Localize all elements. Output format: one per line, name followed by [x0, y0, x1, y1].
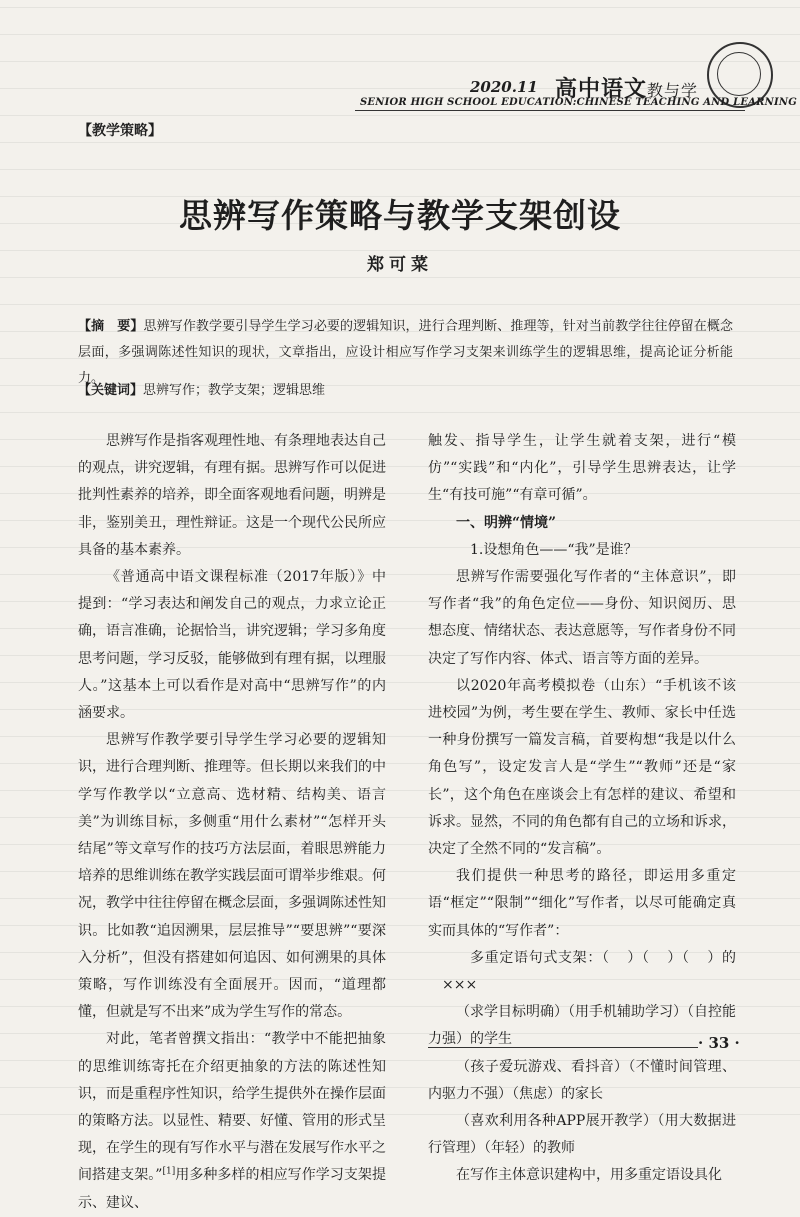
right-column: [428, 428, 736, 1190]
journal-brand-sub: 教与学: [647, 81, 699, 100]
paragraph: 以2020年高考模拟卷（山东）“手机该不该进校园”为例，考生要在学生、教师、家长中任选一种身份撰写一篇发言稿，首要构想“我是以什么角色写”，设定发言人是“学生”“教师”还是“家长”，这个角色在座谈会上有怎样的建议、希望和诉求。显然，不同的角色都有自己的立场和诉求，决定了全然不同的“发言稿”。: [428, 677, 736, 858]
blank-bracket: （ ）: [602, 949, 643, 966]
keywords-text: 思辨写作；教学支架；逻辑思维: [143, 383, 326, 398]
keywords-label: 【关键词】: [78, 383, 144, 398]
abstract-text: 思辨写作教学要引导学生学习必要的逻辑知识，进行合理判断、推理等，针对当前教学往往停留在概念层面，多强调陈述性知识的现状，文章指出，应设计相应写作学习支架来训练学生的逻辑思维，提高论证分析能力。: [78, 319, 733, 386]
formula-tail: 的×××: [442, 949, 737, 994]
footer-rule: [428, 1047, 698, 1048]
article-author: 郑可菜: [367, 255, 433, 275]
keywords: [78, 381, 733, 401]
journal-brand-main: 高中语文: [555, 76, 648, 102]
subsection-heading: 1.设想角色——“我”是谁？: [470, 541, 638, 558]
article-title: 思辨写作策略与教学支架创设: [179, 196, 621, 235]
journal-english-title: SENIOR HIGH SCHOOL EDUCATION:CHINESE TEACHING AND LEARNING: [360, 97, 797, 108]
section-heading: 一、明辨“情境”: [456, 514, 557, 531]
paragraph-text: 对此，笔者曾撰文指出：“教学中不能把抽象的思维训练寄托在介绍更抽象的方法的陈述性知识，而是重程序性知识，给学生提供外在操作层面的策略方法。以显性、精要、好懂、管用的形式呈现，在学生的现有写作水平与潜在发展写作水平之间搭建支架。”: [78, 1031, 386, 1184]
formula-label: 多重定语句式支架：: [470, 949, 602, 966]
blank-bracket: （ ）: [642, 949, 683, 966]
paragraph: 在写作主体意识建构中，用多重定语设具化: [456, 1167, 722, 1184]
paragraph-text: 用多种多样的相应写作学习支架提示、建议、: [78, 1167, 386, 1211]
formula-line: [428, 945, 736, 999]
example-line: （喜欢利用各种APP展开教学）（用大数据进行管理）（年轻）的教师: [428, 1113, 736, 1157]
column-tag: 【教学策略】: [78, 123, 162, 139]
blank-bracket: （ ）: [682, 949, 723, 966]
paragraph: 思辨写作是指客观理性地、有条理地表达自己的观点，讲究逻辑，有理有据。思辨写作可以促进批判性素养的培养，即全面客观地看问题，明辨是非，鉴别美丑，理性辩证。这是一个现代公民所应具备的基本素养。: [78, 433, 386, 558]
paragraph: 《普通高中语文课程标准（2017年版）》中提到：“学习表达和阐发自己的观点，力求立论正确，语言准确，论据恰当，讲究逻辑；学习多角度思考问题，学习反驳，能够做到有理有据，以理服人。”这基本上可以看作是对高中“思辨写作”的内涵要求。: [78, 569, 386, 722]
header-rule: [355, 110, 745, 111]
paragraph: 触发、指导学生，让学生就着支架，进行“模仿”“实践”和“内化”，引导学生思辨表达，让学生“有技可施”“有章可循”。: [428, 433, 736, 504]
paragraph: 思辨写作需要强化写作者的“主体意识”，即写作者“我”的角色定位——身份、知识阅历、思想态度、情绪状态、表达意愿等，写作者身份不同决定了写作内容、体式、语言等方面的差异。: [428, 569, 736, 667]
left-column: [78, 428, 386, 1217]
citation-ref: [1]: [162, 1166, 176, 1177]
example-line: （孩子爱玩游戏、看抖音）（不懂时间管理、内驱力不强）（焦虑）的家长: [428, 1058, 736, 1102]
paragraph: [78, 1026, 386, 1216]
issue-number: 2020.11: [470, 78, 538, 96]
paragraph: 思辨写作教学要引导学生学习必要的逻辑知识，进行合理判断、推理等。但长期以来我们的中学写作教学以“立意高、选材精、结构美、语言美”为训练目标，多侧重“用什么素材”“怎样开头结尾”等文章写作的技巧方法层面，着眼思辨能力培养的思维训练在教学实践层面可谓举步维艰。何况，教学中往往停留在概念层面，多强调陈述性知识。比如教“追因溯果，层层推导”“要思辨”“要深入分析”，但没有搭建如何追因、如何溯果的具体策略，写作训练没有全面展开。因而，“道理都懂，但就是写不出来”成为学生写作的常态。: [78, 732, 386, 1021]
abstract-label: 【摘 要】: [78, 319, 144, 334]
example-line: （求学目标明确）（用手机辅助学习）（自控能力强）的学生: [428, 1004, 736, 1048]
paragraph: 我们提供一种思考的路径，即运用多重定语“框定”“限制”“细化”写作者，以尽可能确定真实而具体的“写作者”：: [428, 868, 736, 939]
page-number: · 33 ·: [698, 1034, 740, 1052]
